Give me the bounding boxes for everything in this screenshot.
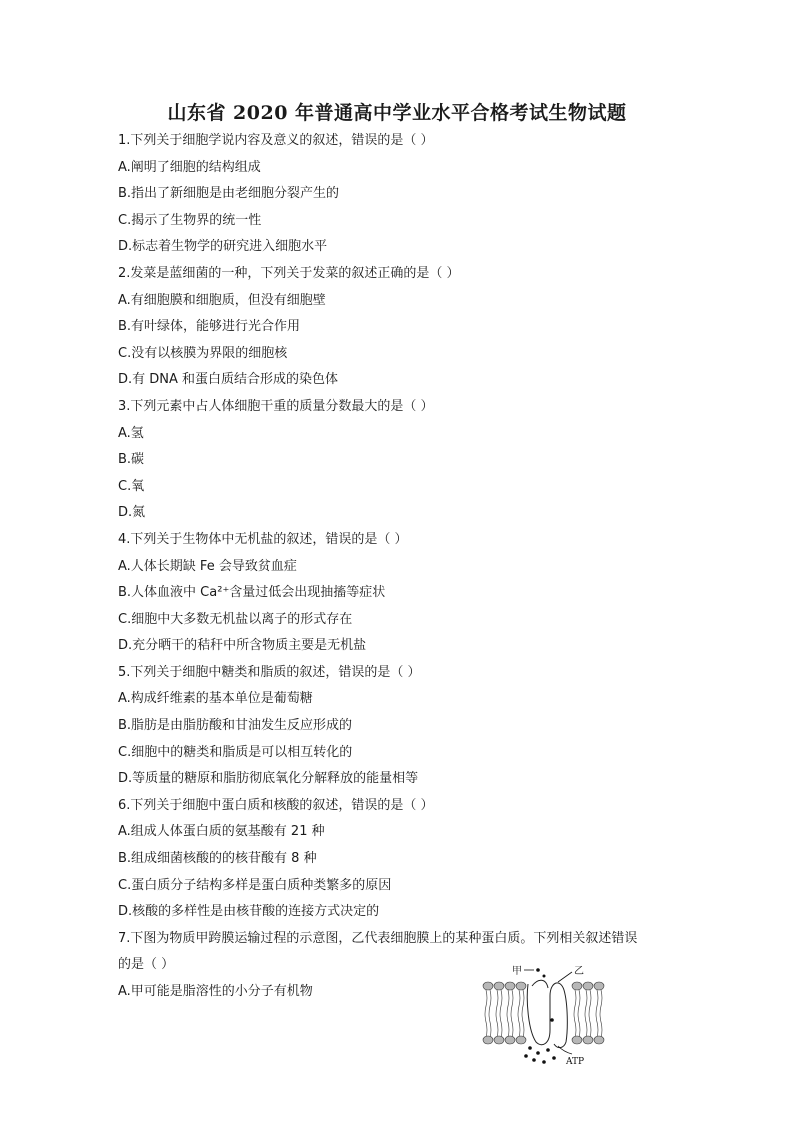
question-6-option-d: D.核酸的多样性是由核苷酸的连接方式决定的: [118, 904, 380, 920]
question-6-option-b: B.组成细菌核酸的的核苷酸有 8 种: [118, 851, 317, 867]
question-3-stem: 3.下列元素中占人体细胞干重的质量分数最大的是（ ）: [118, 398, 434, 414]
label-jia: 甲: [512, 966, 522, 977]
question-5-option-b: B.脂肪是由脂肪酸和甘油发生反应形成的: [118, 718, 353, 734]
question-6-stem: 6.下列关于细胞中蛋白质和核酸的叙述，错误的是（ ）: [118, 797, 434, 813]
label-yi-line: [558, 972, 572, 982]
question-2-option-b: B.有叶绿体，能够进行光合作用: [118, 319, 301, 335]
question-7-stem-line2: 的是（ ）: [118, 957, 175, 973]
molecule-jia-top2: [543, 975, 546, 978]
question-3-option-c: C.氧: [118, 478, 145, 494]
phospholipid-upper-left: [483, 982, 526, 990]
question-2-option-d: D.有 DNA 和蛋白质结合形成的染色体: [118, 372, 339, 388]
question-1-stem: 1.下列关于细胞学说内容及意义的叙述，错误的是（ ）: [118, 133, 434, 148]
question-4-option-a: A.人体长期缺 Fe 会导致贫血症: [118, 558, 297, 574]
question-4-option-b: B.人体血液中 Ca²⁺含量过低会出现抽搐等症状: [118, 585, 386, 601]
question-3-option-b: B.碳: [118, 452, 145, 468]
question-2-option-a: A.有细胞膜和细胞质，但没有细胞壁: [118, 292, 326, 308]
carrier-protein: [527, 983, 567, 1048]
question-6-option-a: A.组成人体蛋白质的氨基酸有 21 种: [118, 824, 325, 840]
question-list: [118, 128, 698, 1006]
question-5-option-d: D.等质量的糖原和脂肪彻底氧化分解释放的能量相等: [118, 771, 419, 787]
question-4-stem: 4.下列关于生物体中无机盐的叙述，错误的是（ ）: [118, 531, 408, 547]
label-yi: 乙: [574, 966, 584, 977]
question-1-option-d: D.标志着生物学的研究进入细胞水平: [118, 239, 328, 255]
phospholipid-upper-right: [572, 982, 604, 990]
question-2-stem: 2.发菜是蓝细菌的一种，下列关于发菜的叙述正确的是（ ）: [118, 265, 460, 281]
phospholipid-lower-left: [483, 1036, 526, 1044]
molecules-inside: [524, 1046, 556, 1064]
question-5-option-a: A.构成纤维素的基本单位是葡萄糖: [118, 691, 313, 707]
question-6-option-c: C.蛋白质分子结构多样是蛋白质种类繁多的原因: [118, 877, 392, 893]
question-7-stem-line1: 7.下图为物质甲跨膜运输过程的示意图，乙代表细胞膜上的某种蛋白质。下列相关叙述错误: [118, 930, 638, 946]
membrane-transport-diagram: [478, 960, 618, 1070]
label-atp: ATP: [566, 1057, 585, 1067]
page-title: 山东省 2020 年普通高中学业水平合格考试生物试题: [167, 102, 627, 124]
question-1-option-c: C.揭示了生物界的统一性: [118, 212, 262, 228]
question-7-option-a: A.甲可能是脂溶性的小分子有机物: [118, 984, 313, 999]
question-3-option-a: A.氢: [118, 425, 144, 441]
question-2-option-c: C.没有以核膜为界限的细胞核: [118, 345, 288, 361]
question-5-stem: 5.下列关于细胞中糖类和脂质的叙述，错误的是（ ）: [118, 664, 421, 680]
molecule-jia-top: [536, 968, 540, 972]
question-4-option-d: D.充分晒干的秸秆中所含物质主要是无机盐: [118, 638, 367, 654]
phospholipid-lower-right: [572, 1036, 604, 1044]
question-3-option-d: D.氮: [118, 505, 146, 521]
question-1-option-a: A.阐明了细胞的结构组成: [118, 159, 261, 175]
question-4-option-c: C.细胞中大多数无机盐以离子的形式存在: [118, 611, 353, 627]
carrier-protein-top: [532, 980, 548, 988]
question-5-option-c: C.细胞中的糖类和脂质是可以相互转化的: [118, 744, 353, 760]
molecule-in-carrier: [550, 1018, 554, 1022]
question-1-option-b: B.指出了新细胞是由老细胞分裂产生的: [118, 186, 340, 202]
